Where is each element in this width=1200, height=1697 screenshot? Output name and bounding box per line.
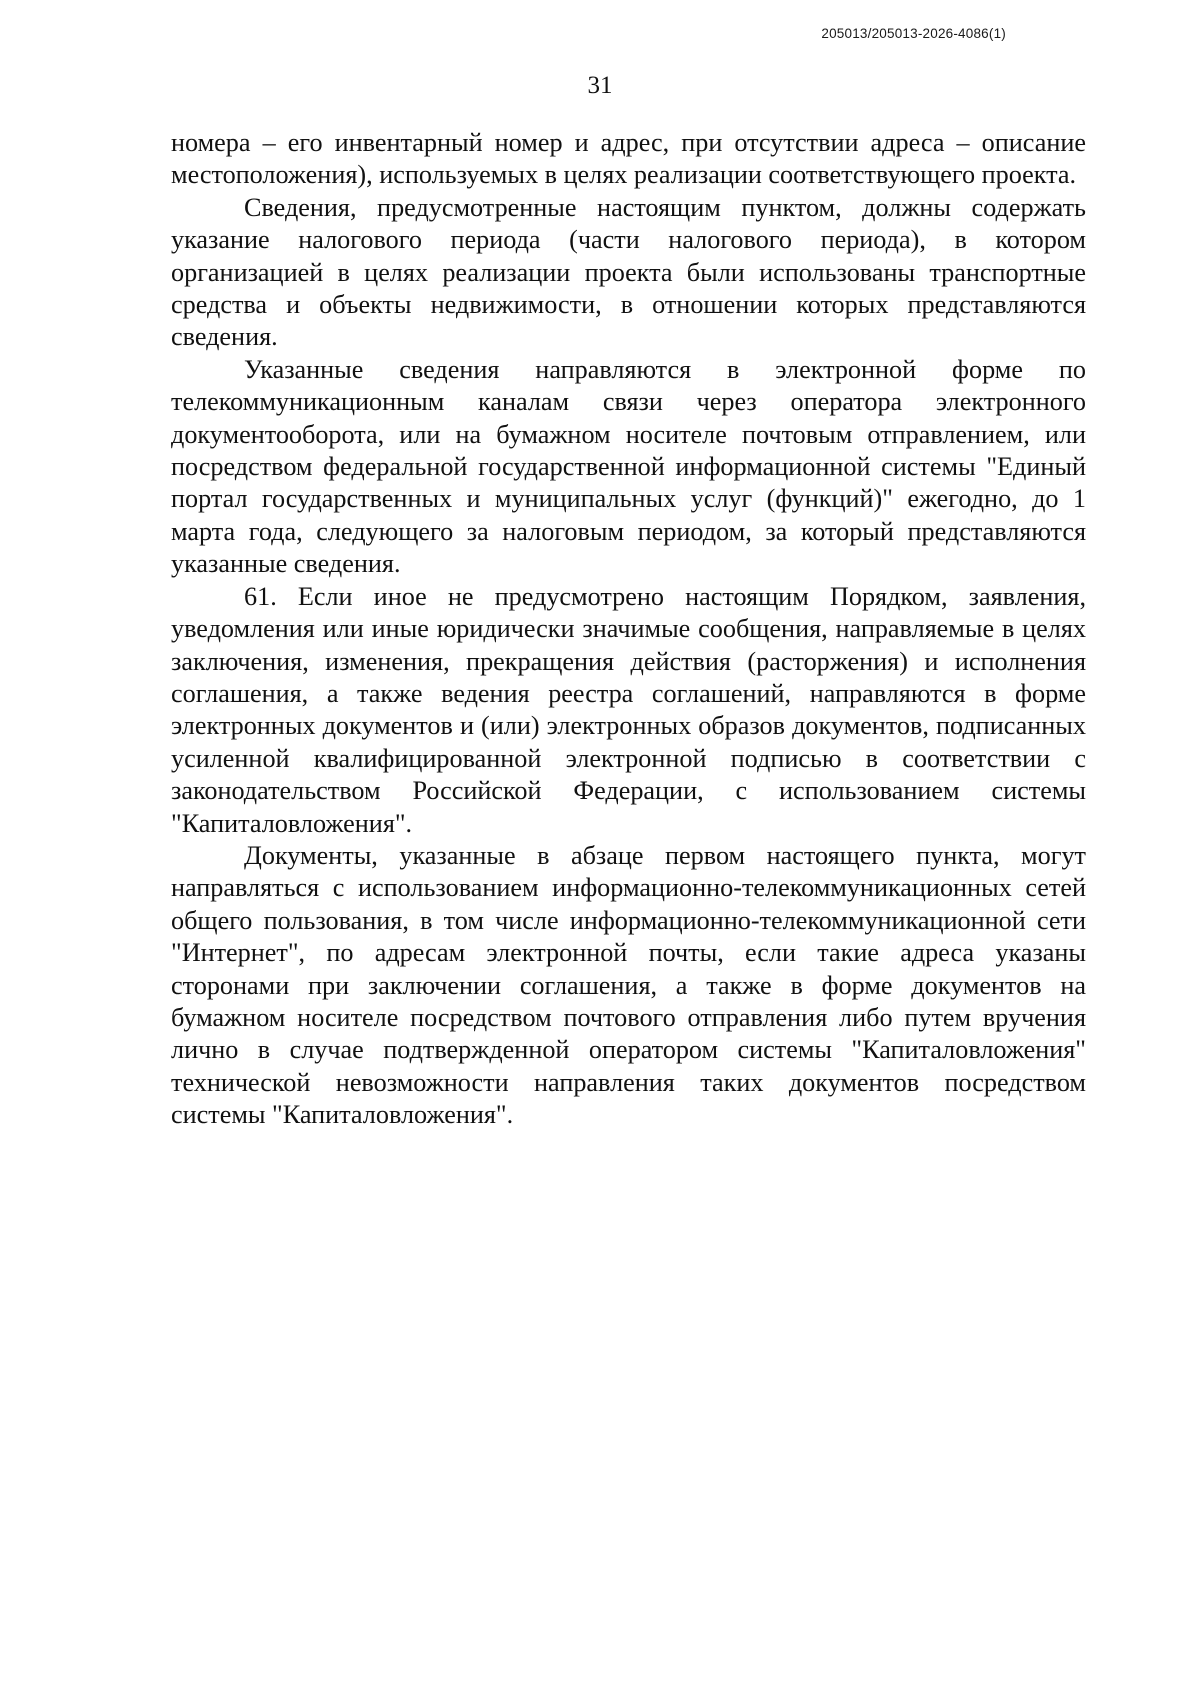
paragraph-submission-methods: Указанные сведения направляются в электронной форме по телекоммуникационным каналам связи через оператора электронного документооборота, или на бумажном носителе почтовым отправлением, или посредством федеральной государственной информационной системы "Единый портал государственных и муниципальных услуг (функций)" ежегодно, до 1 марта года, следующего за налоговым периодом, за который представляются указанные сведения. [171,354,1086,579]
paragraph-item-61: 61. Если иное не предусмотрено настоящим Порядком, заявления, уведомления или иные юридически значимые сообщения, направляемые в целях заключения, изменения, прекращения действия (расторжения) и исполнения соглашения, а также ведения реестра соглашений, направляются в форме электронных документов и (или) электронных образов документов, подписанных усиленной квалифицированной электронной подписью в соответствии с законодательством Российской Федерации, с использованием системы "Капиталовложения". [171,581,1086,838]
page-number: 31 [587,72,613,99]
paragraph-continuation: номера – его инвентарный номер и адрес, при отсутствии адреса – описание местоположения), используемых в целях реализации соответствующего проекта. [171,128,1086,190]
document-body [171,127,1086,1132]
paragraph-documents-delivery: Документы, указанные в абзаце первом настоящего пункта, могут направляться с использованием информационно-телекоммуникационных сетей общего пользования, в том числе информационно-телекоммуникационной сети "Интернет", по адресам электронной почты, если такие адреса указаны сторонами при заключении соглашения, а также в форме документов на бумажном носителе посредством почтового отправления либо путем вручения лично в случае подтвержденной оператором системы "Капиталовложения" технической невозможности направления таких документов посредством системы "Капиталовложения". [171,840,1086,1130]
document-id: 205013/205013-2026-4086(1) [821,26,1006,41]
paragraph-info-content: Сведения, предусмотренные настоящим пунктом, должны содержать указание налогового периода (части налогового периода), в котором организацией в целях реализации проекта были использованы транспортные средства и объекты недвижимости, в отношении которых представляются сведения. [171,192,1086,352]
